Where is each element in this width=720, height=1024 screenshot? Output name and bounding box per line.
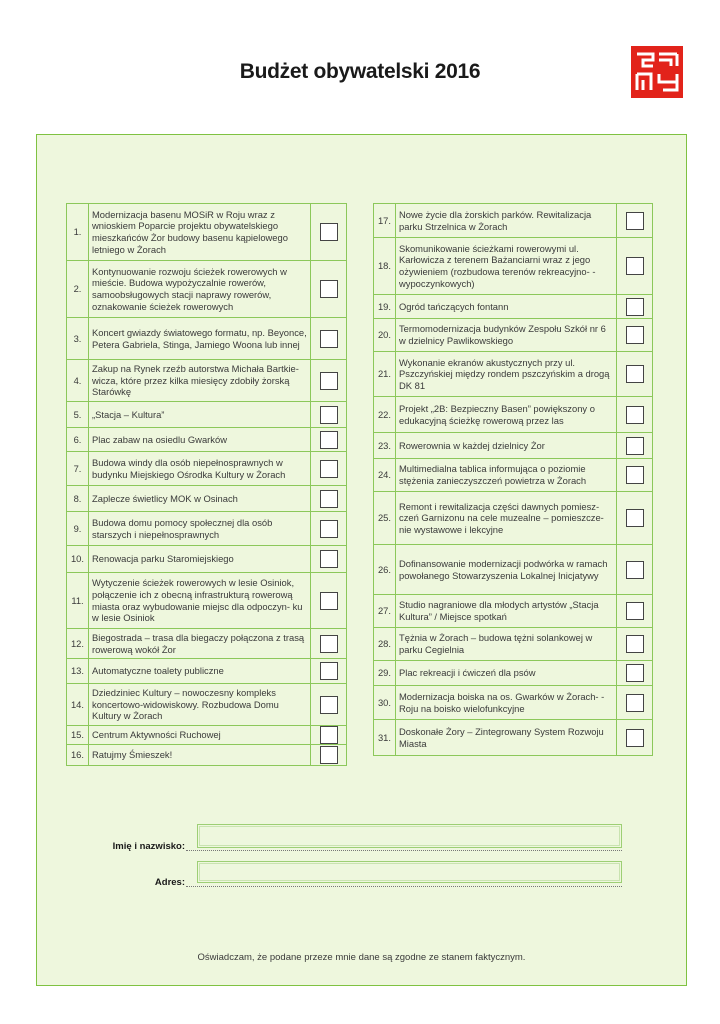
item-text: Termomodernizacja budynków Zespołu Szkół nr 6 w dzielnicy Pawlikowskiego xyxy=(396,319,617,352)
table-row xyxy=(374,628,653,661)
item-text: Ratujmy Śmieszek! xyxy=(89,745,311,766)
item-text: Skomunikowanie ścieżkami rowerowymi ul. Karłowicza z terenem Bażanciarni wraz z jego ożywieniem (rozbudowa terenów rekreacyjno- -wypoczynkowych) xyxy=(396,238,617,295)
table-row xyxy=(67,546,347,573)
vote-checkbox[interactable] xyxy=(320,372,338,390)
item-number: 10. xyxy=(67,546,89,573)
item-number: 15. xyxy=(67,726,89,745)
vote-checkbox[interactable] xyxy=(626,664,644,682)
table-row xyxy=(374,397,653,433)
table-row xyxy=(374,720,653,756)
vote-checkbox[interactable] xyxy=(626,437,644,455)
item-number: 19. xyxy=(374,295,396,319)
vote-checkbox[interactable] xyxy=(626,298,644,316)
vote-checkbox[interactable] xyxy=(626,365,644,383)
item-text: Projekt „2B: Bezpieczny Basen” powiększony o edukacyjną ścieżkę rowerową przez las xyxy=(396,397,617,433)
item-text: Modernizacja boiska na os. Gwarków w Żorach- -Roju na boisko wielofunkcyjne xyxy=(396,686,617,720)
projects-table-left xyxy=(66,203,347,766)
item-number: 13. xyxy=(67,659,89,684)
vote-checkbox[interactable] xyxy=(626,406,644,424)
item-number: 4. xyxy=(67,360,89,402)
item-text: Centrum Aktywności Ruchowej xyxy=(89,726,311,745)
declaration-text: Oświadczam, że podane przeze mnie dane są zgodne ze stanem faktycznym. xyxy=(197,952,526,963)
item-number: 25. xyxy=(374,492,396,545)
item-text: Kontynuowanie rozwoju ścieżek rowerowych w mieście. Budowa wypożyczalnie rowerów, samoobsługowych stacji naprawy rowerów, oznakowanie ścieżek rowerowych xyxy=(89,261,311,318)
item-text: Wytyczenie ścieżek rowerowych w lesie Osiniok, połączenie ich z obecną infrastrukturą rowerową miasta oraz wybudowanie miejsc dla odpoczyn- ku w lesie Osiniok xyxy=(89,573,311,629)
item-number: 2. xyxy=(67,261,89,318)
vote-checkbox[interactable] xyxy=(320,520,338,538)
vote-checkbox[interactable] xyxy=(626,326,644,344)
item-text: Budowa windy dla osób niepełnosprawnych w budynku Miejskiego Ośrodka Kultury w Żorach xyxy=(89,452,311,486)
table-row xyxy=(374,204,653,238)
item-text: Koncert gwiazdy światowego formatu, np. Beyonce, Petera Gabriela, Stinga, Jamiego Woona lub innej xyxy=(89,318,311,360)
item-text: Plac rekreacji i ćwiczeń dla psów xyxy=(396,661,617,686)
table-row xyxy=(67,402,347,428)
vote-checkbox[interactable] xyxy=(626,212,644,230)
table-row xyxy=(374,238,653,295)
table-row xyxy=(67,204,347,261)
item-text: Studio nagraniowe dla młodych artystów „Stacja Kultura” / Miejsce spotkań xyxy=(396,595,617,628)
vote-checkbox[interactable] xyxy=(320,330,338,348)
item-number: 20. xyxy=(374,319,396,352)
item-text: Budowa domu pomocy społecznej dla osób starszych i niepełnosprawnych xyxy=(89,512,311,546)
item-text: Rowerownia w każdej dzielnicy Żor xyxy=(396,433,617,459)
item-number: 3. xyxy=(67,318,89,360)
name-dotted-line xyxy=(186,850,622,851)
item-number: 14. xyxy=(67,684,89,726)
table-row xyxy=(374,433,653,459)
item-number: 9. xyxy=(67,512,89,546)
item-text: Wykonanie ekranów akustycznych przy ul. Pszczyńskiej między rondem pszczyńskim a drogą DK 81 xyxy=(396,352,617,397)
item-text: Biegostrada – trasa dla biegaczy połączona z trasą rowerową wokół Żor xyxy=(89,629,311,659)
table-row xyxy=(374,319,653,352)
item-number: 31. xyxy=(374,720,396,756)
zory-logo xyxy=(631,46,683,98)
table-row xyxy=(67,261,347,318)
table-row xyxy=(374,686,653,720)
item-text: Remont i rewitalizacja części dawnych pomiesz- czeń Garnizonu na cele muzealne – pomieszcze- nie wystawowe i lekcyjne xyxy=(396,492,617,545)
vote-checkbox[interactable] xyxy=(320,406,338,424)
item-text: Multimedialna tablica informująca o poziomie stężenia zanieczyszczeń powietrza w Żorach xyxy=(396,459,617,492)
vote-checkbox[interactable] xyxy=(626,257,644,275)
item-number: 23. xyxy=(374,433,396,459)
address-field[interactable] xyxy=(197,861,622,883)
vote-checkbox[interactable] xyxy=(626,729,644,747)
vote-checkbox[interactable] xyxy=(626,509,644,527)
item-text: Dofinansowanie modernizacji podwórka w ramach powołanego Stowarzyszenia Lokalnej Inicjatywy xyxy=(396,545,617,595)
table-row xyxy=(374,595,653,628)
page-title: Budżet obywatelski 2016 xyxy=(239,60,481,83)
item-number: 24. xyxy=(374,459,396,492)
vote-checkbox[interactable] xyxy=(626,694,644,712)
vote-checkbox[interactable] xyxy=(320,635,338,653)
item-number: 28. xyxy=(374,628,396,661)
table-row xyxy=(374,492,653,545)
vote-checkbox[interactable] xyxy=(320,490,338,508)
item-text: „Stacja – Kultura” xyxy=(89,402,311,428)
item-text: Automatyczne toalety publiczne xyxy=(89,659,311,684)
item-number: 17. xyxy=(374,204,396,238)
table-row xyxy=(67,745,347,766)
vote-checkbox[interactable] xyxy=(626,602,644,620)
vote-checkbox[interactable] xyxy=(626,466,644,484)
item-text: Dziedziniec Kultury – nowoczesny kompleks koncertowo-widowiskowy. Rozbudowa Domu Kultury w Żorach xyxy=(89,684,311,726)
item-number: 5. xyxy=(67,402,89,428)
projects-table-right xyxy=(373,203,653,756)
table-row xyxy=(67,428,347,452)
item-text: Zaplecze świetlicy MOK w Osinach xyxy=(89,486,311,512)
table-row xyxy=(67,486,347,512)
table-row xyxy=(67,684,347,726)
vote-checkbox[interactable] xyxy=(626,561,644,579)
table-row xyxy=(374,459,653,492)
name-label: Imię i nazwisko: xyxy=(112,841,185,852)
table-row xyxy=(67,318,347,360)
table-row xyxy=(67,360,347,402)
item-number: 12. xyxy=(67,629,89,659)
item-text: Doskonałe Żory – Zintegrowany System Rozwoju Miasta xyxy=(396,720,617,756)
item-number: 16. xyxy=(67,745,89,766)
item-text: Nowe życie dla żorskich parków. Rewitalizacja parku Strzelnica w Żorach xyxy=(396,204,617,238)
item-number: 11. xyxy=(67,573,89,629)
table-row xyxy=(67,726,347,745)
table-row xyxy=(67,573,347,629)
vote-checkbox[interactable] xyxy=(320,550,338,568)
vote-checkbox[interactable] xyxy=(626,635,644,653)
item-text: Ogród tańczących fontann xyxy=(396,295,617,319)
item-number: 6. xyxy=(67,428,89,452)
item-text: Modernizacja basenu MOSiR w Roju wraz z wnioskiem Poparcie projektu obywatelskiego mieszkańców Żor budowy basenu kąpielowego letniego w Żorach xyxy=(89,204,311,261)
table-row xyxy=(67,452,347,486)
vote-checkbox[interactable] xyxy=(320,431,338,449)
address-dotted-line xyxy=(186,886,622,887)
vote-checkbox[interactable] xyxy=(320,726,338,744)
item-text: Plac zabaw na osiedlu Gwarków xyxy=(89,428,311,452)
item-number: 21. xyxy=(374,352,396,397)
vote-checkbox[interactable] xyxy=(320,280,338,298)
item-number: 1. xyxy=(67,204,89,261)
item-number: 7. xyxy=(67,452,89,486)
item-text: Zakup na Rynek rzeźb autorstwa Michała Bartkie- wicza, które przez kilka miesięcy zdobiły żorską Starówkę xyxy=(89,360,311,402)
item-number: 27. xyxy=(374,595,396,628)
item-number: 22. xyxy=(374,397,396,433)
vote-checkbox[interactable] xyxy=(320,460,338,478)
table-row xyxy=(374,295,653,319)
vote-checkbox[interactable] xyxy=(320,592,338,610)
vote-checkbox[interactable] xyxy=(320,223,338,241)
vote-checkbox[interactable] xyxy=(320,696,338,714)
table-row xyxy=(67,659,347,684)
address-label: Adres: xyxy=(154,877,185,888)
vote-checkbox[interactable] xyxy=(320,662,338,680)
table-row xyxy=(67,629,347,659)
table-row xyxy=(374,661,653,686)
item-number: 8. xyxy=(67,486,89,512)
item-number: 30. xyxy=(374,686,396,720)
item-text: Tężnia w Żorach – budowa tężni solankowej w parku Cegielnia xyxy=(396,628,617,661)
table-row xyxy=(374,352,653,397)
vote-checkbox[interactable] xyxy=(320,746,338,764)
item-number: 29. xyxy=(374,661,396,686)
table-row xyxy=(67,512,347,546)
item-number: 18. xyxy=(374,238,396,295)
name-field[interactable] xyxy=(197,824,622,848)
item-number: 26. xyxy=(374,545,396,595)
item-text: Renowacja parku Staromiejskiego xyxy=(89,546,311,573)
table-row xyxy=(374,545,653,595)
